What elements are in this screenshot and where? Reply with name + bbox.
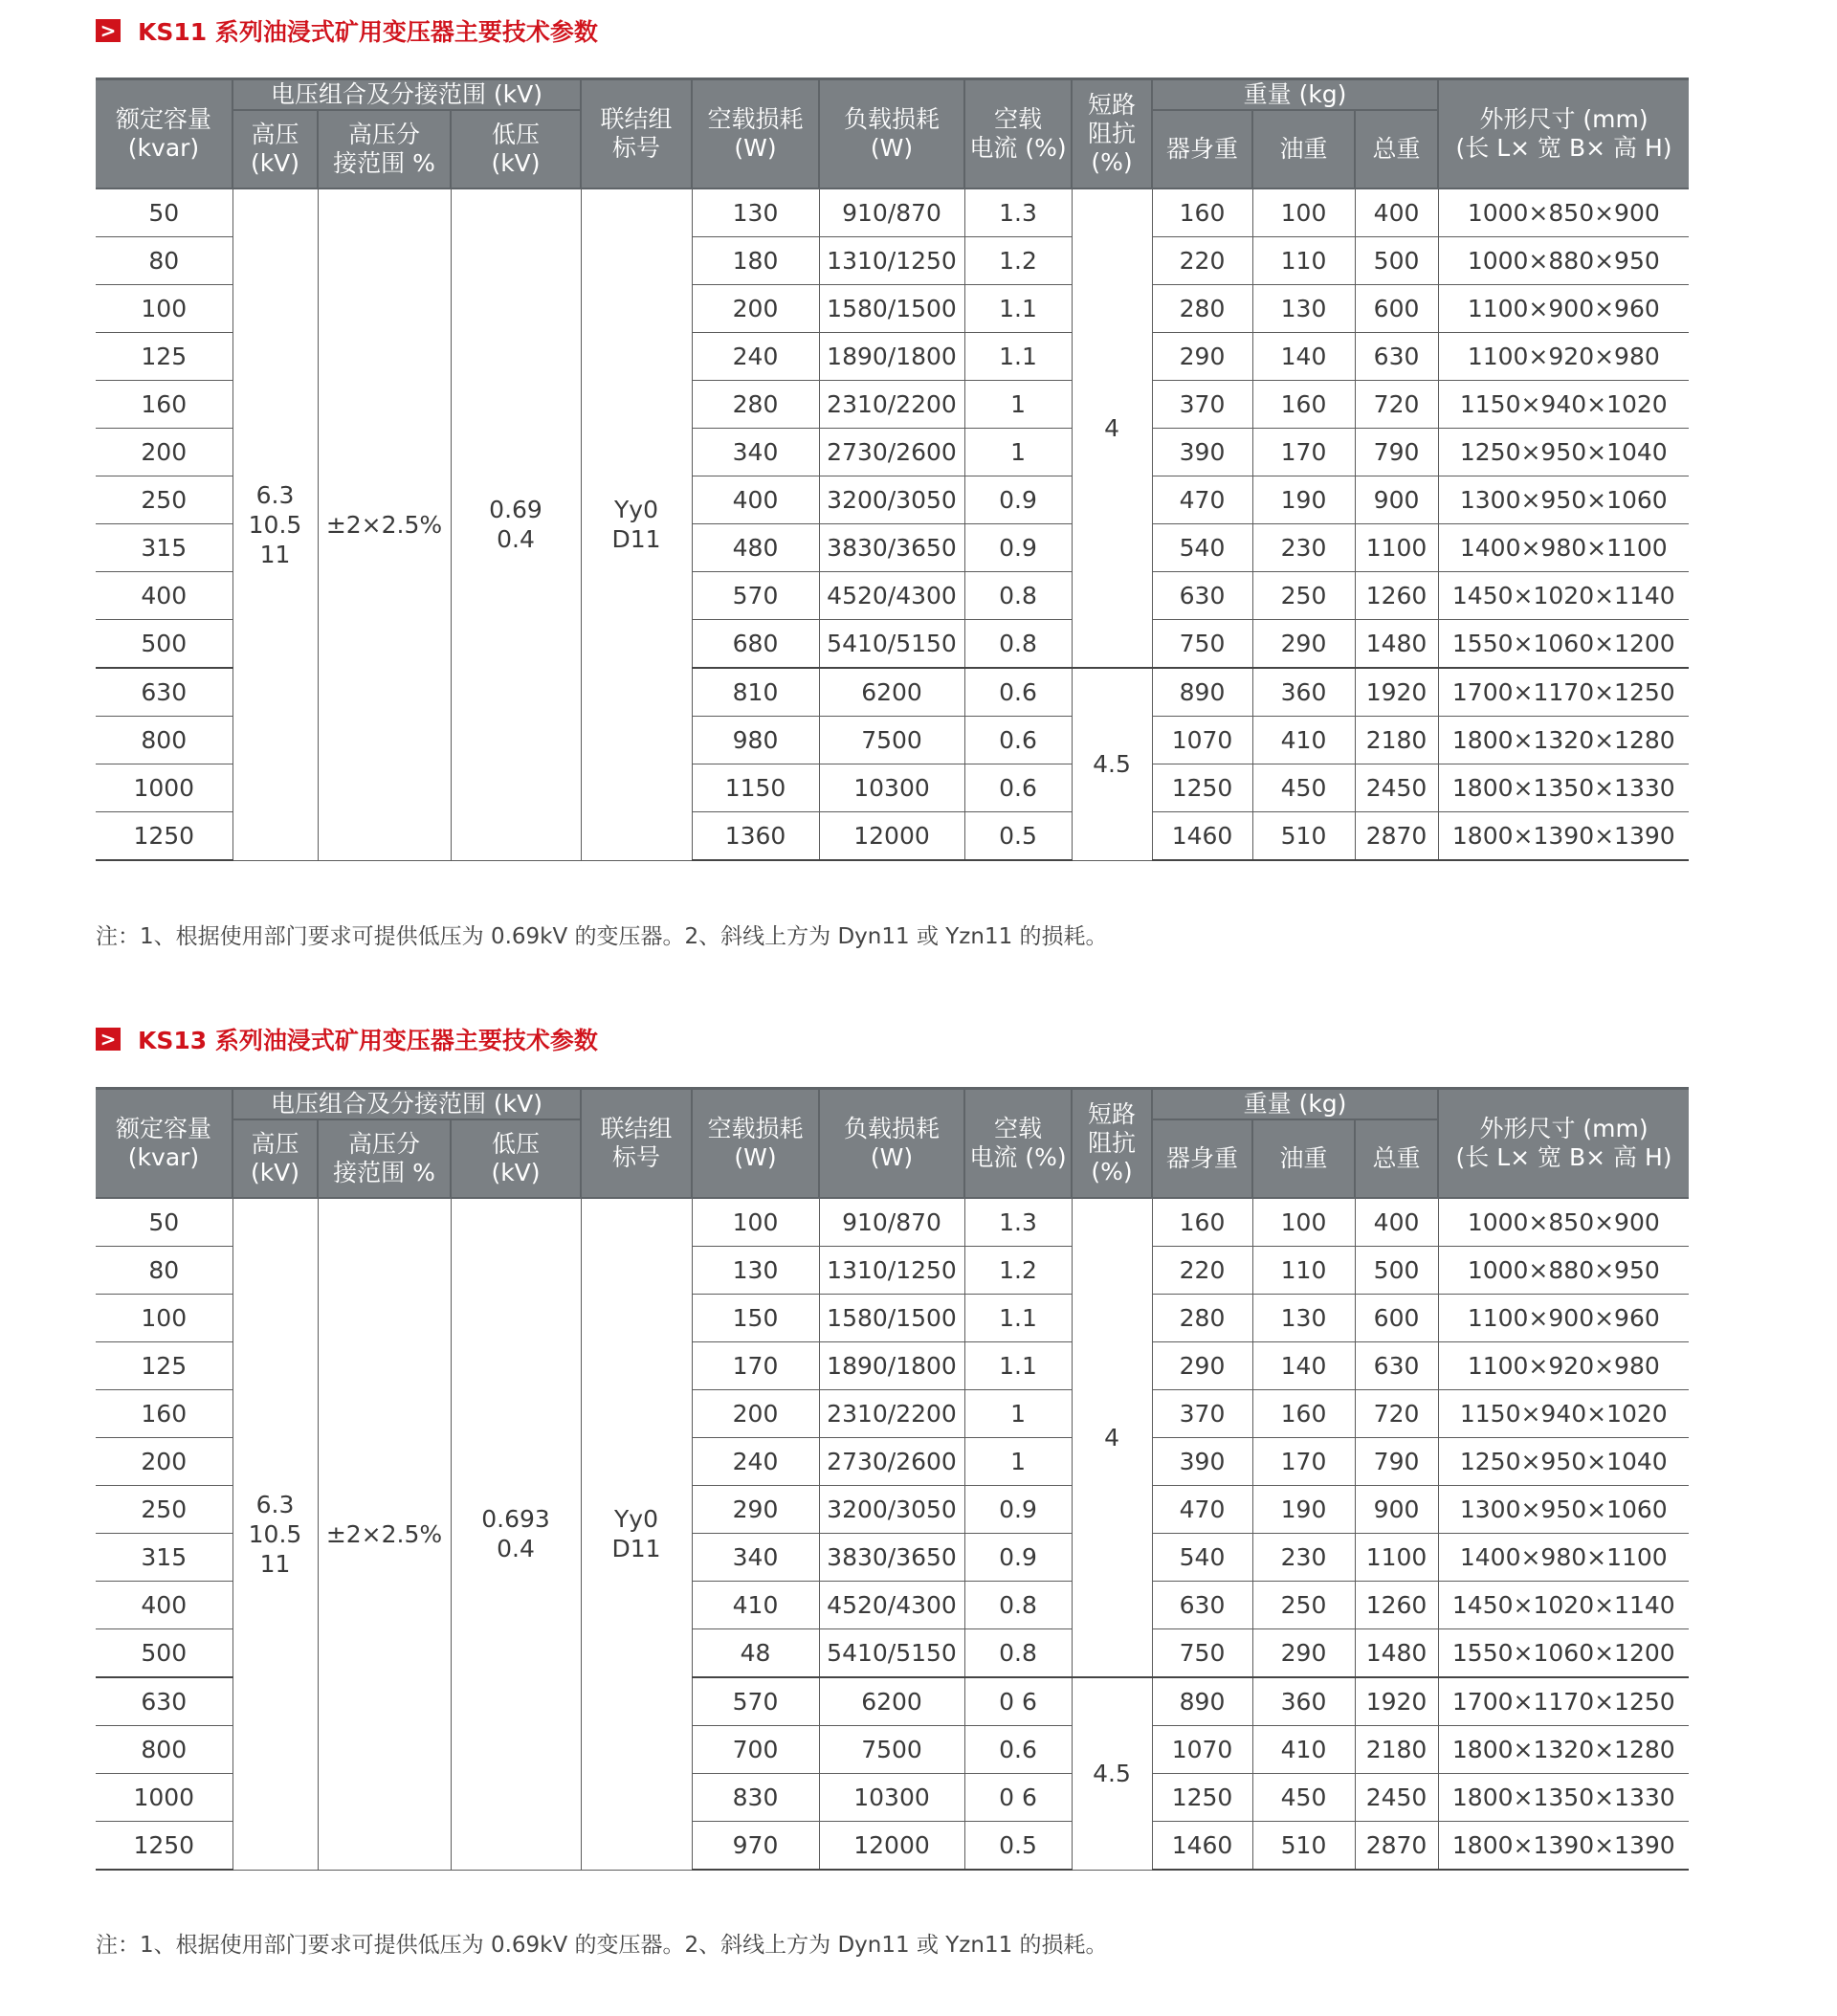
total-weight-cell: 630	[1355, 1342, 1438, 1390]
dimensions-cell: 1300×950×1060	[1438, 476, 1689, 524]
oil-weight-cell: 250	[1252, 572, 1355, 620]
body-weight-cell: 540	[1152, 1534, 1252, 1582]
capacity-cell: 100	[96, 285, 232, 333]
total-weight-cell: 2450	[1355, 1774, 1438, 1822]
oil-weight-cell: 410	[1252, 717, 1355, 764]
oil-weight-cell: 190	[1252, 1486, 1355, 1534]
body-weight-cell: 370	[1152, 381, 1252, 429]
header-hv: 高压 (kV)	[232, 110, 318, 188]
dimensions-cell: 1150×940×1020	[1438, 381, 1689, 429]
load-loss-cell: 1580/1500	[819, 285, 964, 333]
dimensions-cell: 1800×1390×1390	[1438, 812, 1689, 861]
oil-weight-cell: 140	[1252, 333, 1355, 381]
noload-loss-cell: 48	[692, 1629, 819, 1678]
load-loss-cell: 10300	[819, 1774, 964, 1822]
noload-current-cell: 1.1	[964, 333, 1072, 381]
oil-weight-cell: 170	[1252, 1438, 1355, 1486]
noload-loss-cell: 130	[692, 1247, 819, 1295]
load-loss-cell: 10300	[819, 764, 964, 812]
table-row	[96, 1198, 1689, 1247]
header-load-loss: 负载损耗 (W)	[819, 79, 964, 189]
noload-current-cell: 0.6	[964, 668, 1072, 717]
noload-loss-cell: 970	[692, 1822, 819, 1871]
capacity-cell: 400	[96, 1582, 232, 1629]
header-dimensions: 外形尺寸 (mm) (长 L× 宽 B× 高 H)	[1438, 1089, 1689, 1199]
total-weight-cell: 720	[1355, 381, 1438, 429]
table-note: 注：1、根据使用部门要求可提供低压为 0.69kV 的变压器。2、斜线上方为 Dyn11 或 Yzn11 的损耗。	[96, 1933, 1108, 1958]
dimensions-cell: 1800×1320×1280	[1438, 717, 1689, 764]
body-weight-cell: 470	[1152, 1486, 1252, 1534]
total-weight-cell: 2870	[1355, 1822, 1438, 1871]
section-title-text: KS11 系列油浸式矿用变压器主要技术参数	[138, 18, 598, 46]
oil-weight-cell: 130	[1252, 1295, 1355, 1342]
capacity-cell: 125	[96, 1342, 232, 1390]
noload-current-cell: 0.8	[964, 572, 1072, 620]
total-weight-cell: 1260	[1355, 572, 1438, 620]
load-loss-cell: 4520/4300	[819, 1582, 964, 1629]
capacity-cell: 125	[96, 333, 232, 381]
noload-loss-cell: 980	[692, 717, 819, 764]
oil-weight-cell: 290	[1252, 1629, 1355, 1678]
load-loss-cell: 1890/1800	[819, 333, 964, 381]
noload-current-cell: 0.6	[964, 764, 1072, 812]
noload-loss-cell: 410	[692, 1582, 819, 1629]
capacity-cell: 160	[96, 1390, 232, 1438]
capacity-cell: 800	[96, 1726, 232, 1774]
header-total-weight: 总重	[1355, 110, 1438, 188]
body-weight-cell: 290	[1152, 333, 1252, 381]
load-loss-cell: 5410/5150	[819, 1629, 964, 1678]
capacity-cell: 1000	[96, 1774, 232, 1822]
dimensions-cell: 1450×1020×1140	[1438, 1582, 1689, 1629]
dimensions-cell: 1800×1320×1280	[1438, 1726, 1689, 1774]
table-row	[96, 188, 1689, 237]
oil-weight-cell: 170	[1252, 429, 1355, 476]
dimensions-cell: 1000×850×900	[1438, 188, 1689, 237]
oil-weight-cell: 450	[1252, 1774, 1355, 1822]
dimensions-cell: 1800×1350×1330	[1438, 764, 1689, 812]
noload-current-cell: 1.1	[964, 1342, 1072, 1390]
noload-loss-cell: 830	[692, 1774, 819, 1822]
spec-table	[96, 1087, 1689, 1871]
noload-current-cell: 0.9	[964, 1534, 1072, 1582]
oil-weight-cell: 360	[1252, 668, 1355, 717]
noload-current-cell: 0.5	[964, 1822, 1072, 1871]
header-tap-range: 高压分 接范围 %	[318, 110, 451, 188]
oil-weight-cell: 510	[1252, 812, 1355, 861]
capacity-cell: 315	[96, 524, 232, 572]
load-loss-cell: 3200/3050	[819, 1486, 964, 1534]
total-weight-cell: 600	[1355, 1295, 1438, 1342]
oil-weight-cell: 100	[1252, 1198, 1355, 1247]
total-weight-cell: 630	[1355, 333, 1438, 381]
noload-current-cell: 1	[964, 1390, 1072, 1438]
noload-loss-cell: 240	[692, 333, 819, 381]
capacity-cell: 315	[96, 1534, 232, 1582]
total-weight-cell: 500	[1355, 237, 1438, 285]
body-weight-cell: 750	[1152, 1629, 1252, 1678]
body-weight-cell: 370	[1152, 1390, 1252, 1438]
capacity-cell: 80	[96, 1247, 232, 1295]
header-noload-current: 空载 电流 (%)	[964, 79, 1072, 189]
total-weight-cell: 500	[1355, 1247, 1438, 1295]
capacity-cell: 1250	[96, 1822, 232, 1871]
total-weight-cell: 1920	[1355, 668, 1438, 717]
oil-weight-cell: 450	[1252, 764, 1355, 812]
table-note: 注：1、根据使用部门要求可提供低压为 0.69kV 的变压器。2、斜线上方为 Dyn11 或 Yzn11 的损耗。	[96, 924, 1108, 949]
body-weight-cell: 470	[1152, 476, 1252, 524]
body-weight-cell: 750	[1152, 620, 1252, 669]
noload-loss-cell: 200	[692, 285, 819, 333]
body-weight-cell: 220	[1152, 237, 1252, 285]
noload-loss-cell: 240	[692, 1438, 819, 1486]
body-weight-cell: 630	[1152, 572, 1252, 620]
load-loss-cell: 910/870	[819, 188, 964, 237]
section-marker-icon: >	[96, 1028, 121, 1051]
total-weight-cell: 1260	[1355, 1582, 1438, 1629]
total-weight-cell: 1480	[1355, 1629, 1438, 1678]
dimensions-cell: 1700×1170×1250	[1438, 668, 1689, 717]
hv-cell: 6.3 10.5 11	[232, 188, 318, 860]
load-loss-cell: 12000	[819, 1822, 964, 1871]
noload-current-cell: 1.1	[964, 285, 1072, 333]
dimensions-cell: 1000×880×950	[1438, 1247, 1689, 1295]
noload-loss-cell: 340	[692, 1534, 819, 1582]
noload-loss-cell: 480	[692, 524, 819, 572]
noload-loss-cell: 280	[692, 381, 819, 429]
load-loss-cell: 5410/5150	[819, 620, 964, 669]
noload-loss-cell: 1360	[692, 812, 819, 861]
body-weight-cell: 220	[1152, 1247, 1252, 1295]
vector-cell: Yy0 D11	[581, 188, 692, 860]
load-loss-cell: 6200	[819, 668, 964, 717]
noload-loss-cell: 400	[692, 476, 819, 524]
header-weight: 重量 (kg)	[1152, 79, 1438, 111]
impedance-cell: 4	[1072, 188, 1152, 668]
dimensions-cell: 1150×940×1020	[1438, 1390, 1689, 1438]
vector-cell: Yy0 D11	[581, 1198, 692, 1870]
header-body-weight: 器身重	[1152, 1119, 1252, 1198]
noload-loss-cell: 100	[692, 1198, 819, 1247]
header-hv: 高压 (kV)	[232, 1119, 318, 1198]
noload-current-cell: 0.9	[964, 524, 1072, 572]
load-loss-cell: 2730/2600	[819, 1438, 964, 1486]
lv-cell: 0.69 0.4	[451, 188, 581, 860]
capacity-cell: 630	[96, 1677, 232, 1726]
oil-weight-cell: 510	[1252, 1822, 1355, 1871]
oil-weight-cell: 190	[1252, 476, 1355, 524]
noload-current-cell: 1.3	[964, 1198, 1072, 1247]
noload-loss-cell: 680	[692, 620, 819, 669]
dimensions-cell: 1100×920×980	[1438, 1342, 1689, 1390]
dimensions-cell: 1800×1390×1390	[1438, 1822, 1689, 1871]
noload-current-cell: 1.2	[964, 1247, 1072, 1295]
header-impedance: 短路 阻抗 (%)	[1072, 1089, 1152, 1199]
noload-current-cell: 1	[964, 429, 1072, 476]
load-loss-cell: 3830/3650	[819, 524, 964, 572]
header-tap-range: 高压分 接范围 %	[318, 1119, 451, 1198]
capacity-cell: 80	[96, 237, 232, 285]
dimensions-cell: 1100×900×960	[1438, 285, 1689, 333]
header-total-weight: 总重	[1355, 1119, 1438, 1198]
noload-current-cell: 0.5	[964, 812, 1072, 861]
noload-loss-cell: 130	[692, 188, 819, 237]
noload-current-cell: 0.6	[964, 717, 1072, 764]
load-loss-cell: 1580/1500	[819, 1295, 964, 1342]
total-weight-cell: 1100	[1355, 524, 1438, 572]
dimensions-cell: 1000×850×900	[1438, 1198, 1689, 1247]
noload-current-cell: 1.3	[964, 188, 1072, 237]
dimensions-cell: 1100×900×960	[1438, 1295, 1689, 1342]
load-loss-cell: 7500	[819, 717, 964, 764]
noload-loss-cell: 290	[692, 1486, 819, 1534]
total-weight-cell: 790	[1355, 429, 1438, 476]
dimensions-cell: 1250×950×1040	[1438, 1438, 1689, 1486]
capacity-cell: 50	[96, 188, 232, 237]
body-weight-cell: 1070	[1152, 717, 1252, 764]
load-loss-cell: 1890/1800	[819, 1342, 964, 1390]
body-weight-cell: 1250	[1152, 1774, 1252, 1822]
noload-current-cell: 0.8	[964, 1629, 1072, 1678]
body-weight-cell: 290	[1152, 1342, 1252, 1390]
header-voltage-group: 电压组合及分接范围 (kV)	[232, 79, 581, 111]
header-oil-weight: 油重	[1252, 1119, 1355, 1198]
header-row	[96, 79, 1689, 111]
body-weight-cell: 390	[1152, 1438, 1252, 1486]
oil-weight-cell: 130	[1252, 285, 1355, 333]
body-weight-cell: 280	[1152, 1295, 1252, 1342]
total-weight-cell: 2450	[1355, 764, 1438, 812]
total-weight-cell: 1480	[1355, 620, 1438, 669]
capacity-cell: 1000	[96, 764, 232, 812]
total-weight-cell: 790	[1355, 1438, 1438, 1486]
capacity-cell: 630	[96, 668, 232, 717]
body-weight-cell: 890	[1152, 1677, 1252, 1726]
dimensions-cell: 1400×980×1100	[1438, 1534, 1689, 1582]
capacity-cell: 160	[96, 381, 232, 429]
oil-weight-cell: 160	[1252, 1390, 1355, 1438]
total-weight-cell: 400	[1355, 1198, 1438, 1247]
load-loss-cell: 3200/3050	[819, 476, 964, 524]
total-weight-cell: 1920	[1355, 1677, 1438, 1726]
impedance-cell: 4.5	[1072, 668, 1152, 860]
dimensions-cell: 1300×950×1060	[1438, 1486, 1689, 1534]
noload-current-cell: 1	[964, 1438, 1072, 1486]
oil-weight-cell: 110	[1252, 1247, 1355, 1295]
capacity-cell: 400	[96, 572, 232, 620]
section-title	[96, 1022, 598, 1056]
body-weight-cell: 1250	[1152, 764, 1252, 812]
oil-weight-cell: 290	[1252, 620, 1355, 669]
header-body-weight: 器身重	[1152, 110, 1252, 188]
header-noload-loss: 空载损耗 (W)	[692, 79, 819, 189]
noload-current-cell: 0 6	[964, 1677, 1072, 1726]
dimensions-cell: 1250×950×1040	[1438, 429, 1689, 476]
noload-loss-cell: 1150	[692, 764, 819, 812]
body-weight-cell: 160	[1152, 188, 1252, 237]
noload-current-cell: 0 6	[964, 1774, 1072, 1822]
body-weight-cell: 540	[1152, 524, 1252, 572]
load-loss-cell: 2730/2600	[819, 429, 964, 476]
dimensions-cell: 1550×1060×1200	[1438, 620, 1689, 669]
load-loss-cell: 12000	[819, 812, 964, 861]
noload-current-cell: 0.8	[964, 1582, 1072, 1629]
header-noload-loss: 空载损耗 (W)	[692, 1089, 819, 1199]
oil-weight-cell: 360	[1252, 1677, 1355, 1726]
dimensions-cell: 1800×1350×1330	[1438, 1774, 1689, 1822]
load-loss-cell: 910/870	[819, 1198, 964, 1247]
capacity-cell: 250	[96, 476, 232, 524]
body-weight-cell: 890	[1152, 668, 1252, 717]
noload-loss-cell: 180	[692, 237, 819, 285]
header-row	[96, 1089, 1689, 1120]
noload-current-cell: 0.8	[964, 620, 1072, 669]
noload-current-cell: 0.9	[964, 476, 1072, 524]
noload-loss-cell: 570	[692, 572, 819, 620]
capacity-cell: 500	[96, 620, 232, 669]
noload-current-cell: 1.1	[964, 1295, 1072, 1342]
noload-loss-cell: 170	[692, 1342, 819, 1390]
section-title	[96, 13, 598, 48]
spec-table	[96, 78, 1689, 861]
oil-weight-cell: 410	[1252, 1726, 1355, 1774]
noload-loss-cell: 570	[692, 1677, 819, 1726]
capacity-cell: 500	[96, 1629, 232, 1678]
total-weight-cell: 400	[1355, 188, 1438, 237]
total-weight-cell: 2180	[1355, 717, 1438, 764]
header-dimensions: 外形尺寸 (mm) (长 L× 宽 B× 高 H)	[1438, 79, 1689, 189]
header-vector: 联结组 标号	[581, 79, 692, 189]
noload-loss-cell: 810	[692, 668, 819, 717]
load-loss-cell: 4520/4300	[819, 572, 964, 620]
body-weight-cell: 1070	[1152, 1726, 1252, 1774]
header-lv: 低压 (kV)	[451, 110, 581, 188]
oil-weight-cell: 100	[1252, 188, 1355, 237]
dimensions-cell: 1400×980×1100	[1438, 524, 1689, 572]
noload-loss-cell: 200	[692, 1390, 819, 1438]
dimensions-cell: 1700×1170×1250	[1438, 1677, 1689, 1726]
body-weight-cell: 630	[1152, 1582, 1252, 1629]
dimensions-cell: 1100×920×980	[1438, 333, 1689, 381]
total-weight-cell: 2180	[1355, 1726, 1438, 1774]
total-weight-cell: 720	[1355, 1390, 1438, 1438]
oil-weight-cell: 110	[1252, 237, 1355, 285]
capacity-cell: 100	[96, 1295, 232, 1342]
tap-cell: ±2×2.5%	[318, 1198, 451, 1870]
capacity-cell: 1250	[96, 812, 232, 861]
hv-cell: 6.3 10.5 11	[232, 1198, 318, 1870]
header-voltage-group: 电压组合及分接范围 (kV)	[232, 1089, 581, 1120]
header-weight: 重量 (kg)	[1152, 1089, 1438, 1120]
load-loss-cell: 2310/2200	[819, 1390, 964, 1438]
noload-loss-cell: 150	[692, 1295, 819, 1342]
total-weight-cell: 2870	[1355, 812, 1438, 861]
oil-weight-cell: 230	[1252, 524, 1355, 572]
dimensions-cell: 1550×1060×1200	[1438, 1629, 1689, 1678]
total-weight-cell: 600	[1355, 285, 1438, 333]
body-weight-cell: 1460	[1152, 812, 1252, 861]
capacity-cell: 800	[96, 717, 232, 764]
noload-current-cell: 0.9	[964, 1486, 1072, 1534]
capacity-cell: 50	[96, 1198, 232, 1247]
load-loss-cell: 2310/2200	[819, 381, 964, 429]
tap-cell: ±2×2.5%	[318, 188, 451, 860]
header-vector: 联结组 标号	[581, 1089, 692, 1199]
dimensions-cell: 1000×880×950	[1438, 237, 1689, 285]
total-weight-cell: 1100	[1355, 1534, 1438, 1582]
load-loss-cell: 7500	[819, 1726, 964, 1774]
header-capacity: 额定容量 (kvar)	[96, 1089, 232, 1199]
noload-loss-cell: 340	[692, 429, 819, 476]
body-weight-cell: 1460	[1152, 1822, 1252, 1871]
load-loss-cell: 6200	[819, 1677, 964, 1726]
noload-loss-cell: 700	[692, 1726, 819, 1774]
oil-weight-cell: 140	[1252, 1342, 1355, 1390]
oil-weight-cell: 230	[1252, 1534, 1355, 1582]
load-loss-cell: 1310/1250	[819, 1247, 964, 1295]
noload-current-cell: 1.2	[964, 237, 1072, 285]
body-weight-cell: 390	[1152, 429, 1252, 476]
oil-weight-cell: 250	[1252, 1582, 1355, 1629]
capacity-cell: 250	[96, 1486, 232, 1534]
oil-weight-cell: 160	[1252, 381, 1355, 429]
total-weight-cell: 900	[1355, 476, 1438, 524]
total-weight-cell: 900	[1355, 1486, 1438, 1534]
capacity-cell: 200	[96, 1438, 232, 1486]
load-loss-cell: 1310/1250	[819, 237, 964, 285]
impedance-cell: 4	[1072, 1198, 1152, 1677]
body-weight-cell: 160	[1152, 1198, 1252, 1247]
dimensions-cell: 1450×1020×1140	[1438, 572, 1689, 620]
header-capacity: 额定容量 (kvar)	[96, 79, 232, 189]
noload-current-cell: 0.6	[964, 1726, 1072, 1774]
header-lv: 低压 (kV)	[451, 1119, 581, 1198]
lv-cell: 0.693 0.4	[451, 1198, 581, 1870]
header-oil-weight: 油重	[1252, 110, 1355, 188]
load-loss-cell: 3830/3650	[819, 1534, 964, 1582]
header-load-loss: 负载损耗 (W)	[819, 1089, 964, 1199]
impedance-cell: 4.5	[1072, 1677, 1152, 1870]
body-weight-cell: 280	[1152, 285, 1252, 333]
section-marker-icon: >	[96, 19, 121, 42]
capacity-cell: 200	[96, 429, 232, 476]
noload-current-cell: 1	[964, 381, 1072, 429]
header-impedance: 短路 阻抗 (%)	[1072, 79, 1152, 189]
header-noload-current: 空载 电流 (%)	[964, 1089, 1072, 1199]
section-title-text: KS13 系列油浸式矿用变压器主要技术参数	[138, 1027, 598, 1054]
